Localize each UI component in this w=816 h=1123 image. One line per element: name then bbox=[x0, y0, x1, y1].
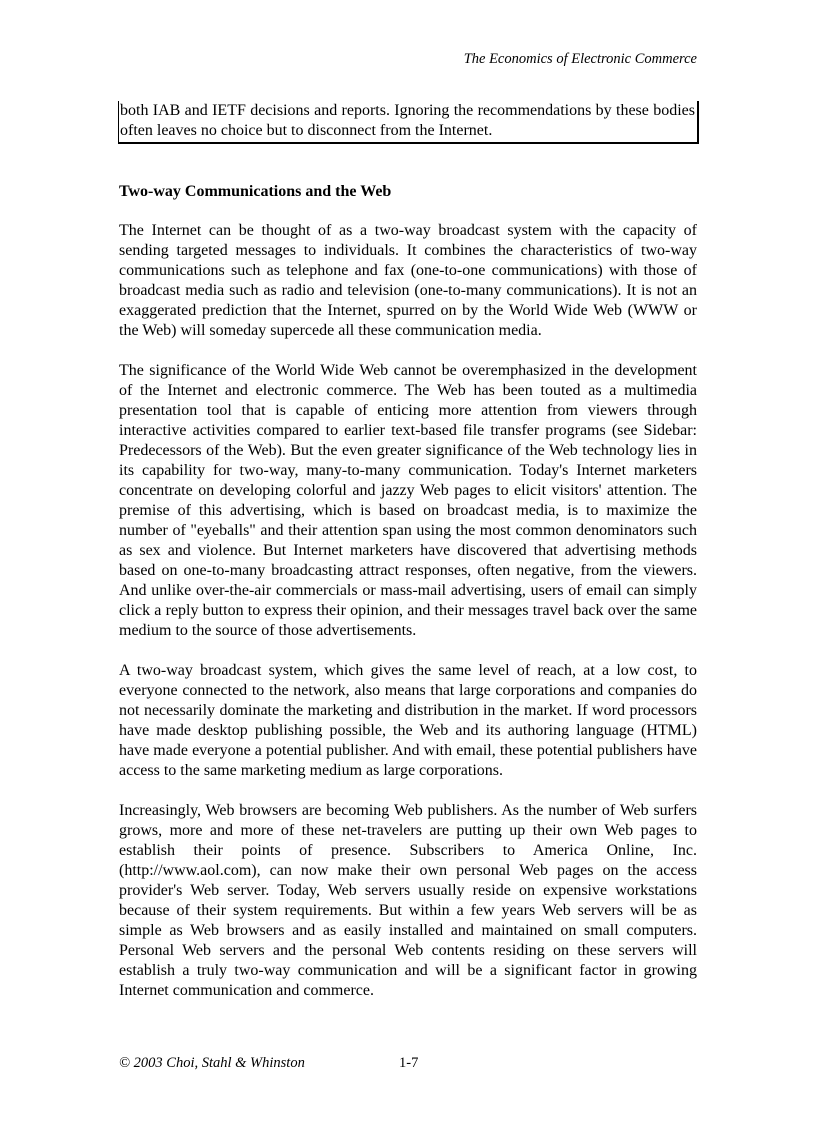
section-heading: Two-way Communications and the Web bbox=[119, 183, 392, 200]
sidebar-box-line: often leaves no choice but to disconnect from the Internet. bbox=[120, 122, 493, 139]
paragraph-web-significance: The significance of the World Wide Web cannot be overemphasized in the development of the Internet and electronic commerce. The Web has been touted as a multimedia presentation tool that is capable of enticing more attention from viewers through interactive activities compared to earlier text-based file transfer programs (see Sidebar: Predecessors of the Web). But the even greater significance of the Web technology lies in its capability for two-way, many-to-many communication. Today's Internet marketers concentrate on developing colorful and jazzy Web pages to elicit visitors' attention. The premise of this advertising, which is based on broadcast media, is to maximize the number of "eyeballs" and their attention span using the most common denominators such as sex and violence. But Internet marketers have discovered that advertising methods based on one-to-many broadcasting attract responses, often negative, from the viewers. And unlike over-the-air commercials or mass-mail advertising, users of email can simply click a reply button to express their opinion, and their messages travel back over the same medium to the source of those advertisements. bbox=[119, 362, 697, 639]
page-number: 1-7 bbox=[399, 1055, 419, 1071]
sidebar-box-line: both IAB and IETF decisions and reports. Ignoring the recommendations by these bodies bbox=[120, 102, 695, 119]
running-footer bbox=[119, 1054, 419, 1072]
paragraph-two-way-broadcast: The Internet can be thought of as a two-way broadcast system with the capacity of sending targeted messages to individuals. It combines the characteristics of two-way communications such as telephone and fax (one-to-one communications) with those of broadcast media such as radio and television (one-to-many communications). It is not an exaggerated prediction that the Internet, spurred on by the World Wide Web (WWW or the Web) will someday supercede all these communication media. bbox=[119, 222, 697, 339]
running-header bbox=[464, 50, 697, 68]
footer-copyright: © 2003 Choi, Stahl & Whinston bbox=[119, 1055, 305, 1071]
paragraph-reach-and-publishing: A two-way broadcast system, which gives the same level of reach, at a low cost, to everyone connected to the network, also means that large corporations and companies do not necessarily dominate the marketing and distribution in the market. If word processors have made desktop publishing possible, the Web and its authoring language (HTML) have made everyone a potential publisher. And with email, these potential publishers have access to the same marketing medium as large corporations. bbox=[119, 662, 697, 779]
paragraph-web-publishers: Increasingly, Web browsers are becoming Web publishers. As the number of Web surfers grows, more and more of these net-travelers are putting up their own Web pages to establish their points of presence. Subscribers to America Online, Inc. (http://www.aol.com), can now make their own personal Web pages on the access provider's Web server. Today, Web servers usually reside on expensive workstations because of their system requirements. But within a few years Web servers will be as simple as Web browsers and as easily installed and maintained on small computers. Personal Web servers and the personal Web contents residing on these servers will establish a truly two-way communication and will be a significant factor in growing Internet communication and commerce. bbox=[119, 802, 697, 999]
sidebar-box-continuation bbox=[118, 101, 699, 144]
main-content bbox=[119, 182, 697, 1021]
running-header-title: The Economics of Electronic Commerce bbox=[463, 51, 697, 67]
